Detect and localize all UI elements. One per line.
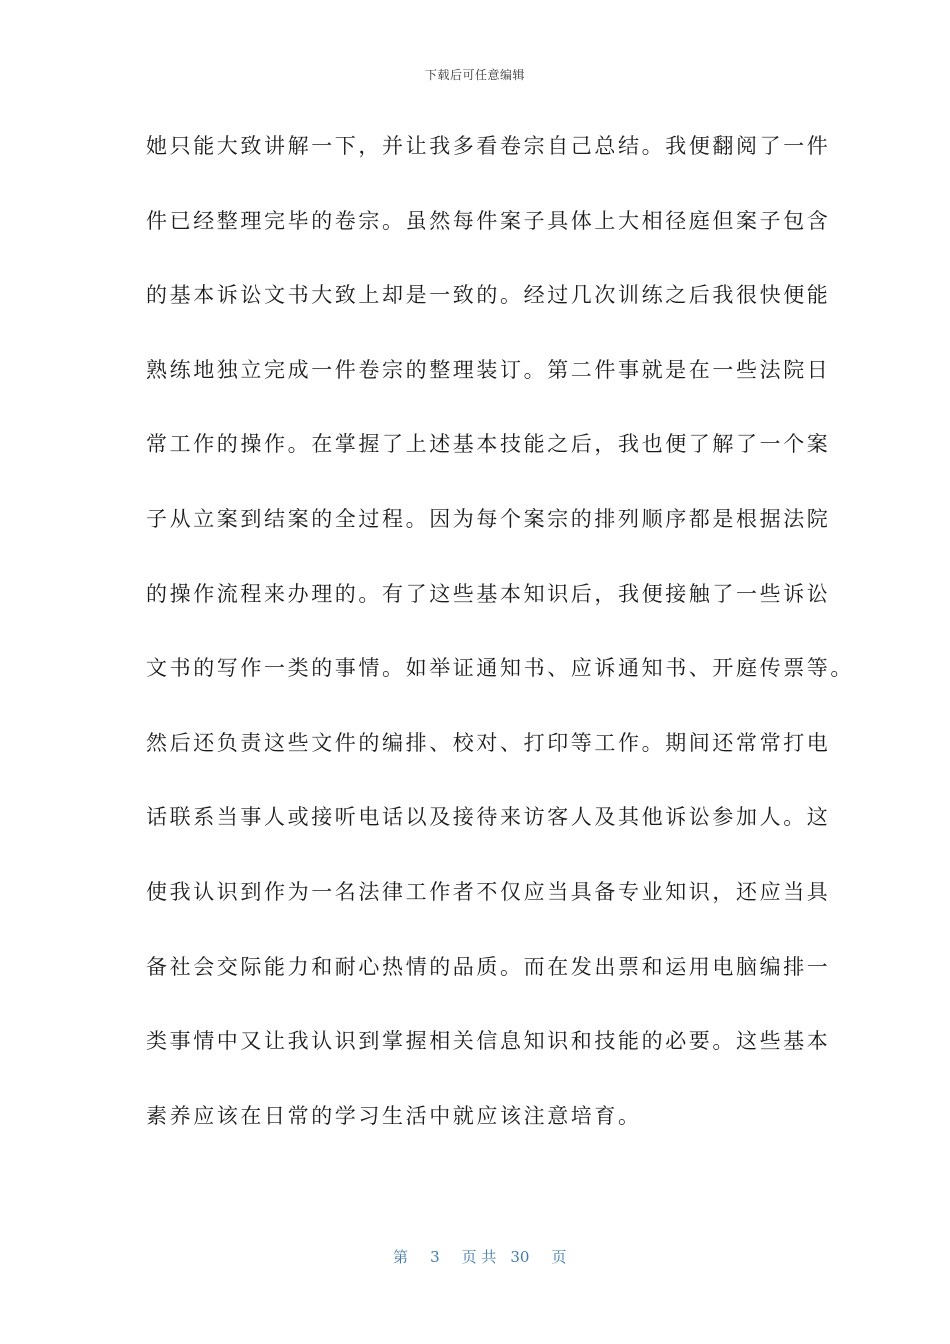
body-line: 的操作流程来办理的。有了这些基本知识后，我便接触了一些诉讼 xyxy=(146,581,831,606)
body-line: 熟练地独立完成一件卷宗的整理装订。第二件事就是在一些法院日 xyxy=(146,357,831,382)
body-line: 文书的写作一类的事情。如举证通知书、应诉通知书、开庭传票等。 xyxy=(146,656,854,681)
body-line: 常工作的操作。在掌握了上述基本技能之后，我也便了解了一个案 xyxy=(146,432,831,457)
body-line: 备社会交际能力和耐心热情的品质。而在发出票和运用电脑编排一 xyxy=(146,954,831,979)
page-header: 下载后可任意编辑 xyxy=(424,68,525,82)
page-number: 3 xyxy=(430,1248,440,1266)
document-body xyxy=(146,128,854,1172)
body-line: 件已经整理完毕的卷宗。虽然每件案子具体上大相径庭但案子包含 xyxy=(146,208,831,233)
page-prefix: 第 xyxy=(393,1248,409,1266)
page-suffix: 页 xyxy=(551,1248,567,1266)
body-line: 的基本诉讼文书大致上却是一致的。经过几次训练之后我很快便能 xyxy=(146,283,831,308)
body-line: 使我认识到作为一名法律工作者不仅应当具备专业知识，还应当具 xyxy=(146,879,831,904)
body-line: 她只能大致讲解一下，并让我多看卷宗自己总结。我便翻阅了一件 xyxy=(146,134,831,158)
page-middle: 页 共 xyxy=(461,1248,497,1266)
body-line: 然后还负责这些文件的编排、校对、打印等工作。期间还常常打电 xyxy=(146,730,831,755)
body-line: 话联系当事人或接听电话以及接待来访客人及其他诉讼参加人。这 xyxy=(146,805,831,830)
total-pages: 30 xyxy=(510,1248,530,1266)
body-line: 素养应该在日常的学习生活中就应该注意培育。 xyxy=(146,1103,642,1128)
body-line: 类事情中又让我认识到掌握相关信息知识和技能的必要。这些基本 xyxy=(146,1029,831,1054)
body-line: 子从立案到结案的全过程。因为每个案宗的排列顺序都是根据法院 xyxy=(146,506,831,531)
page-footer xyxy=(0,1228,950,1267)
